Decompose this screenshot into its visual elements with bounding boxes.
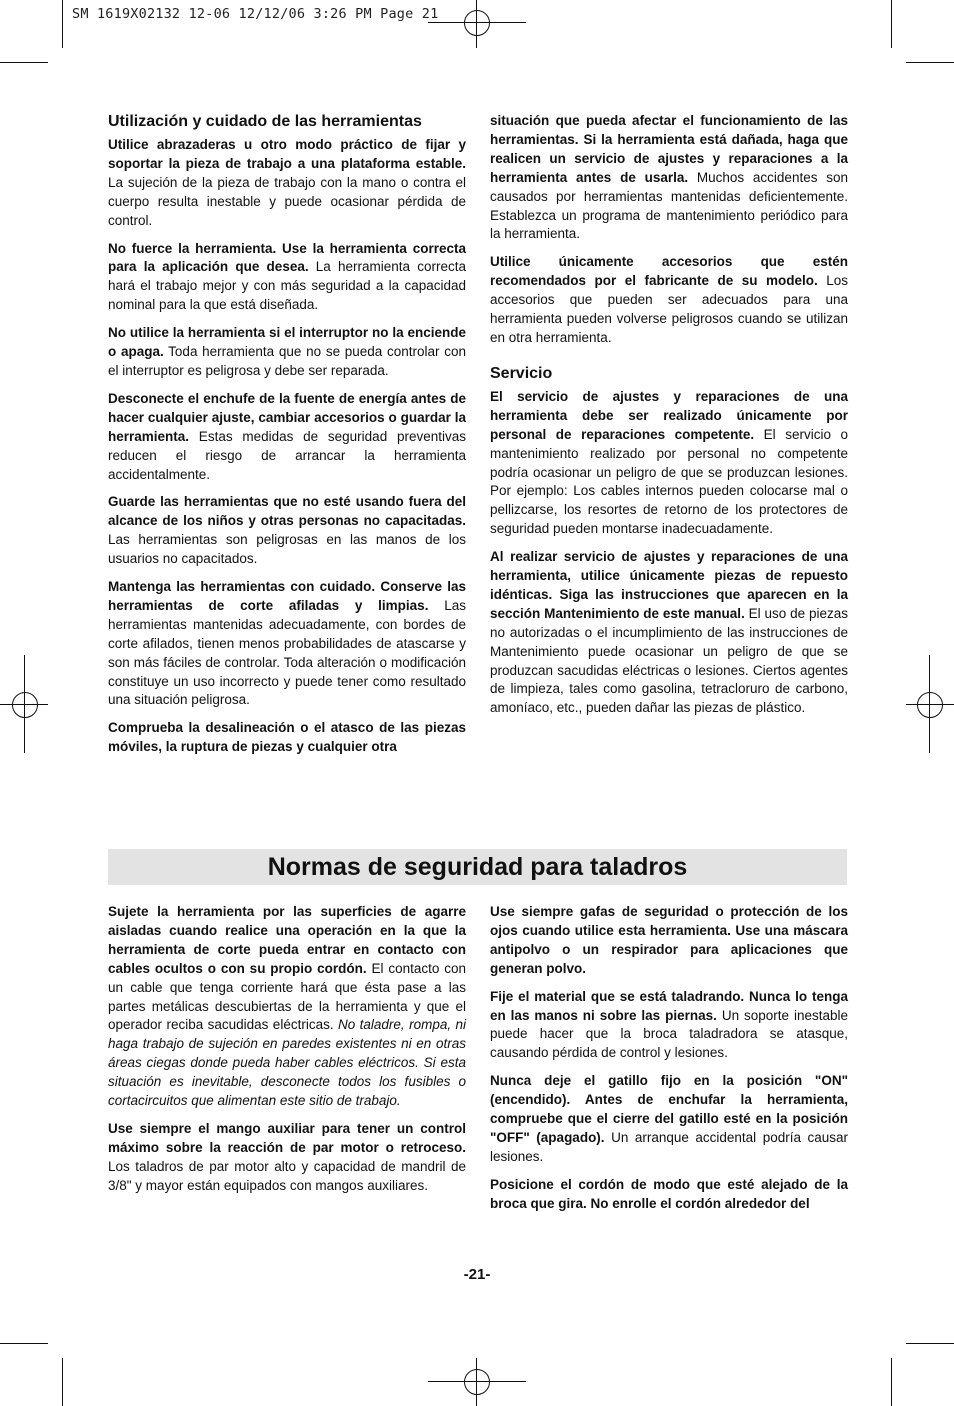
paragraph: Posicione el cordón de modo que esté alejado de la broca que gira. No enrolle el cordón alrededor del — [490, 1176, 848, 1211]
paragraph: Comprueba la desalineación o el atasco de las piezas móviles, la ruptura de piezas y cualquier otra — [108, 720, 466, 755]
paragraph: Utilice abrazaderas u otro modo práctico de fijar y soportar la pieza de trabajo a una plataforma estable. La sujeción de la pieza de trabajo con la mano o contra el cuerpo resulta inestable y puede ocasionar pérdida de control. — [108, 137, 466, 228]
crop-mark-top-left-vertical — [62, 0, 63, 48]
crop-mark-top-right-horizontal — [906, 62, 954, 63]
section-heading-tool-use: Utilización y cuidado de las herramientas — [108, 113, 422, 130]
upper-left-column — [108, 112, 466, 766]
print-slug-header: SM 1619X02132 12-06 12/12/06 3:26 PM Page 21 — [72, 6, 439, 22]
crop-mark-bottom-left-vertical — [62, 1358, 63, 1406]
upper-right-column — [490, 112, 848, 727]
paragraph: Utilice únicamente accesorios que estén recomendados por el fabricante de su modelo. Los accesorios que pueden ser adecuados para una herramienta pueden volverse peligrosos cuando se utilizan en otra herramienta. — [490, 254, 848, 345]
crop-mark-top-right-vertical — [891, 0, 892, 48]
paragraph: Desconecte el enchufe de la fuente de energía antes de hacer cualquier ajuste, cambiar accesorios o guardar la herramienta. Estas medidas de seguridad preventivas reducen el riesgo de arrancar la herramienta accidentalmente. — [108, 390, 466, 482]
paragraph: Mantenga las herramientas con cuidado. Conserve las herramientas de corte afiladas y limpias. Las herramientas mantenidas adecuadamente, con bordes de corte afilados, tienen menos probabilidades de atascarse y son más fáciles de controlar. Toda alteración o modificación constituye un uso incorrecto y puede tener como resultado una situación peligrosa. — [108, 579, 466, 708]
paragraph: El servicio de ajustes y reparaciones de una herramienta debe ser realizado únicamente por personal de reparaciones competente. El servicio o mantenimiento realizado por personal no competente podría ocasionar un peligro de que se produzcan lesiones. Por ejemplo: Los cables internos pueden colocarse mal o pellizcarse, los resortes de retorno de los protectores de seguridad pueden montarse inadecuadamente. — [490, 388, 848, 537]
crop-mark-bottom-left-horizontal — [0, 1343, 48, 1344]
crop-mark-top-left-horizontal — [0, 62, 48, 63]
paragraph: Use siempre el mango auxiliar para tener un control máximo sobre la reacción de par motor o retroceso. Los taladros de par motor alto y capacidad de mandril de 3/8" y mayor están equipados con mangos auxiliares. — [108, 1120, 466, 1193]
paragraph: Use siempre gafas de seguridad o protección de los ojos cuando utilice esta herramienta. Use una máscara antipolvo o un respirador para aplicaciones que generan polvo. — [490, 904, 848, 976]
paragraph: Sujete la herramienta por las superficies de agarre aisladas cuando realice una operación en la que la herramienta de corte pueda entrar en contacto con cables ocultos o con su propio cordón. El contacto con un cable que tenga corriente hará que ésta pase a las partes metálicas descubiertas de la herramienta y que el operador reciba sacudidas eléctricas. No taladre, rompa, ni haga trabajo de sujeción en paredes existentes ni en otras áreas ciegas donde pueda haber cables eléctricos. Si esta situación es inevitable, desconecte todos los fusibles o cortacircuitos que alimentan este sitio de trabajo. — [108, 904, 467, 1109]
paragraph: No fuerce la herramienta. Use la herramienta correcta para la aplicación que desea. La herramienta correcta hará el trabajo mejor y con más seguridad a la capacidad nominal para la que está diseñada. — [108, 240, 466, 313]
paragraph: Nunca deje el gatillo fijo en la posición "ON" (encendido). Antes de enchufar la herramienta, compruebe que el cierre del gatillo esté en la posición "OFF" (apagado). Un arranque accidental podría causar lesiones. — [490, 1073, 849, 1164]
page-number: -21- — [463, 1266, 491, 1283]
lower-left-column — [108, 903, 466, 1205]
section-heading-servicio: Servicio — [490, 364, 553, 382]
paragraph: No utilice la herramienta si el interruptor no la enciende o apaga. Toda herramienta que no se pueda controlar con el interruptor es peligrosa y debe ser reparada. — [108, 325, 467, 378]
crop-mark-bottom-right-vertical — [891, 1358, 892, 1406]
lower-right-column — [490, 903, 848, 1223]
paragraph: Fije el material que se está taladrando. Nunca lo tenga en las manos ni sobre las piernas. Un soporte inestable puede hacer que la broca taladradora se atasque, causando pérdida de control y lesiones. — [490, 988, 848, 1061]
crop-mark-bottom-right-horizontal — [906, 1343, 954, 1344]
paragraph: Guarde las herramientas que no esté usando fuera del alcance de los niños y otras personas no capacitadas. Las herramientas son peligrosas en las manos de los usuarios no capacitados. — [108, 494, 466, 567]
paragraph: Al realizar servicio de ajustes y reparaciones de una herramienta, utilice únicamente piezas de repuesto idénticas. Siga las instrucciones que aparecen en la sección Mantenimiento de este manual. El uso de piezas no autorizadas o el incumplimiento de las instrucciones de Mantenimiento puede ocasionar un peligro de que se produzcan sacudidas eléctricas o lesiones. Ciertos agentes de limpieza, tales como gasolina, tetracloruro de carbono, amoníaco, etc., pueden dañar las piezas de plástico. — [490, 549, 848, 716]
paragraph: situación que pueda afectar el funcionamiento de las herramientas. Si la herramienta está dañada, haga que realicen un servicio de ajustes y reparaciones a la herramienta antes de usarla. Muchos accidentes son causados por herramientas mantenidas deficientemente. Establezca un programa de mantenimiento periódico para la herramienta. — [490, 113, 848, 242]
section-banner-title: Normas de seguridad para taladros — [108, 849, 847, 885]
